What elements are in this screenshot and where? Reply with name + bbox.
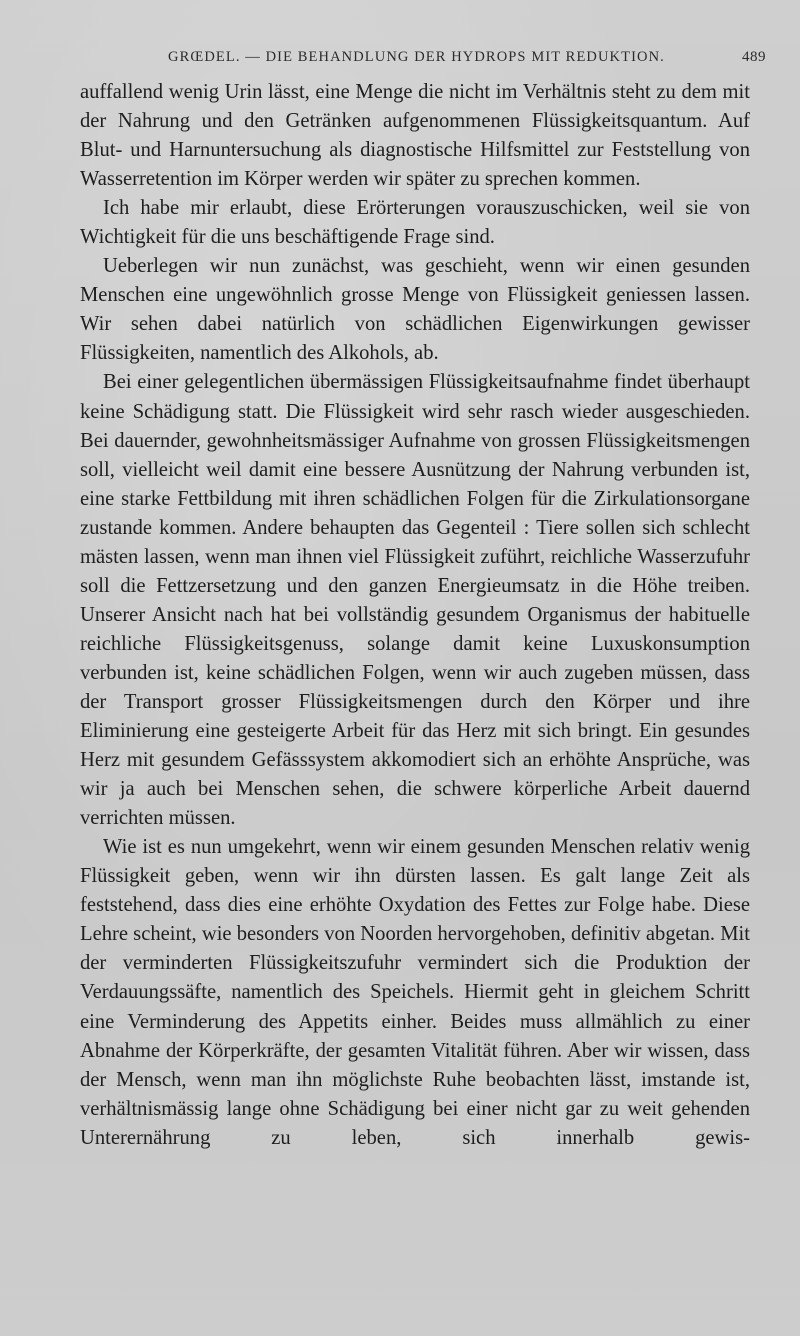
running-title: GRŒDEL. — DIE BEHANDLUNG DER HYDROPS MIT REDUKTION.: [168, 49, 665, 65]
body-text: [80, 78, 750, 1153]
paragraph-3: Ueberlegen wir nun zunächst, was geschieht, wenn wir einen gesunden Menschen eine ungewöhnlich grosse Menge von Flüssigkeit geniessen lassen. Wir sehen dabei natürlich von schädlichen Eigenwirkungen gewisser Flüssigkeiten, namentlich des Alkohols, ab.: [80, 255, 750, 365]
paragraph-1: auffallend wenig Urin lässt, eine Menge die nicht im Verhältnis steht zu dem mit der Nahrung und den Getränken aufgenommenen Flüssigkeitsquantum. Auf Blut- und Harnuntersuchung als diagnostische Hilfsmittel zur Feststellung von Wasserretention im Körper werden wir später zu sprechen kommen.: [80, 81, 750, 191]
paragraph-2: Ich habe mir erlaubt, diese Erörterungen vorauszuschicken, weil sie von Wichtigkeit für die uns beschäftigende Frage sind.: [80, 197, 750, 249]
paragraph-4: Bei einer gelegentlichen übermässigen Flüssigkeitsaufnahme findet überhaupt keine Schädigung statt. Die Flüssigkeit wird sehr rasch wieder ausgeschieden. Bei dauernder, gewohnheitsmässiger Aufnahme von grossen Flüssigkeitsmengen soll, vielleicht weil damit eine bessere Ausnützung der Nahrung verbunden ist, eine starke Fettbildung mit ihren schädlichen Folgen für die Zirkulationsorgane zustande kommen. Andere behaupten das Gegenteil : Tiere sollen sich schlecht mästen lassen, wenn man ihnen viel Flüssigkeit zuführt, reichliche Wasserzufuhr soll die Fettzersetzung und den ganzen Energieumsatz in die Höhe treiben. Unserer Ansicht nach hat bei vollständig gesundem Organismus der habituelle reichliche Flüssigkeitsgenuss, solange damit keine Luxuskonsumption verbunden ist, keine schädlichen Folgen, wenn wir auch zugeben müssen, dass der Transport grosser Flüssigkeitsmengen durch den Körper und ihre Eliminierung eine gesteigerte Arbeit für das Herz mit sich bringt. Ein gesundes Herz mit gesundem Gefässsystem akkomodiert sich an erhöhte Ansprüche, was wir ja auch bei Menschen sehen, die schwere körperliche Arbeit dauernd verrichten müssen.: [80, 371, 750, 830]
running-header: [168, 49, 766, 73]
paragraph-5: Wie ist es nun umgekehrt, wenn wir einem gesunden Menschen relativ wenig Flüssigkeit geben, wenn wir ihn dürsten lassen. Es galt lange Zeit als feststehend, dass dies eine erhöhte Oxydation des Fettes zur Folge habe. Diese Lehre scheint, wie besonders von Noorden hervorgehoben, definitiv abgetan. Mit der verminderten Flüssigkeitszufuhr vermindert sich die Produktion der Verdauungssäfte, namentlich des Speichels. Hiermit geht in gleichem Schritt eine Verminderung des Appetits einher. Beides muss allmählich zu einer Abnahme der Körperkräfte, der gesamten Vitalität führen. Aber wir wissen, dass der Mensch, wenn man ihn möglichste Ruhe beobachten lässt, imstande ist, verhältnismässig lange ohne Schädigung bei einer nicht gar zu weit gehenden Unterernährung zu leben, sich innerhalb gewis-: [80, 836, 750, 1149]
page-number: 489: [742, 49, 766, 65]
